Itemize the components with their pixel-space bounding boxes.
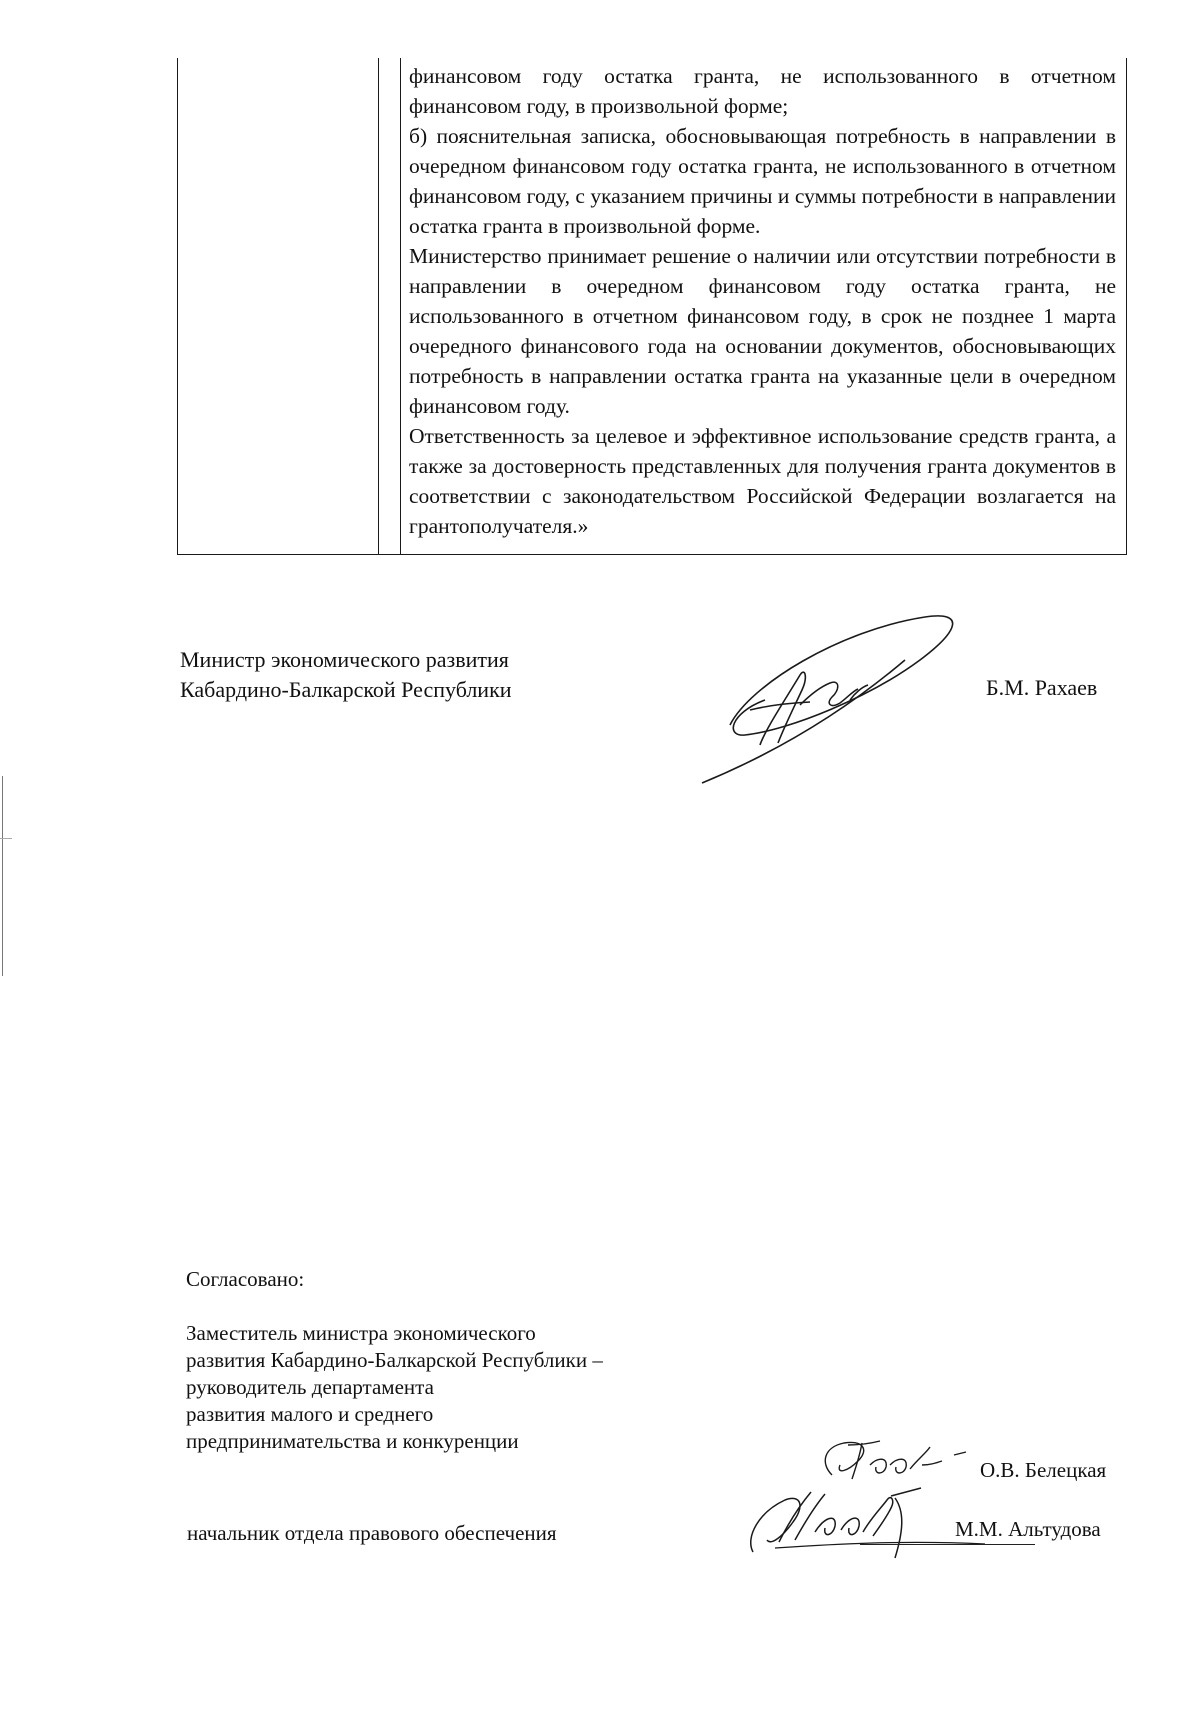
deputy-name: О.В. Белецкая <box>980 1458 1107 1482</box>
minister-title <box>180 645 512 705</box>
deputy-title-line: предпринимательства и конкуренции <box>186 1429 519 1453</box>
approval-heading: Согласовано: <box>186 1267 305 1291</box>
deputy-title-line: развития Кабардино-Балкарской Республики – <box>186 1348 603 1372</box>
deputy-title <box>186 1320 603 1455</box>
scan-margin-mark <box>0 838 12 839</box>
table-paragraph: Ответственность за целевое и эффективное использование средств гранта, а также за достоверность представленных для получения гранта документов в соответствии с законодательством Российской Федерации возлагается на грантополучателя.» <box>409 424 1116 538</box>
table-cell-text <box>400 58 1126 554</box>
signature-underline <box>860 1544 1035 1545</box>
deputy-title-line: развития малого и среднего <box>186 1402 434 1426</box>
table-fragment <box>177 58 1127 555</box>
table-cell-narrow <box>378 58 401 554</box>
table-paragraph: б) пояснительная записка, обосновывающая потребность в направлении в очередном финансовом году остатка гранта, не использованного в отчетном финансовом году, с указанием причины и суммы потребности в направлении остатка гранта в произвольной форме. <box>409 124 1116 238</box>
table-paragraph: финансовом году остатка гранта, не использованного в отчетном финансовом году, в произвольной форме; <box>409 64 1116 118</box>
minister-title-line: Министр экономического развития <box>180 647 509 672</box>
deputy-signature <box>818 1435 970 1487</box>
deputy-title-line: руководитель департамента <box>186 1375 434 1399</box>
table-cell-number <box>178 58 379 554</box>
scan-margin-line <box>2 776 3 976</box>
deputy-title-line: Заместитель министра экономического <box>186 1321 536 1345</box>
table-paragraph: Министерство принимает решение о наличии или отсутствии потребности в направлении в очередном финансовом году остатка гранта, не использованного в отчетном финансовом году, в срок не позднее 1 марта очередного финансового года на основании документов, обосновывающих потребность в направлении остатка гранта на указанные цели в очередном финансовом году. <box>409 244 1116 418</box>
legal-name: М.М. Альтудова <box>955 1517 1101 1541</box>
minister-title-line: Кабардино-Балкарской Республики <box>180 677 512 702</box>
minister-signature <box>690 605 970 795</box>
legal-title: начальник отдела правового обеспечения <box>187 1521 557 1545</box>
minister-name: Б.М. Рахаев <box>986 675 1098 700</box>
